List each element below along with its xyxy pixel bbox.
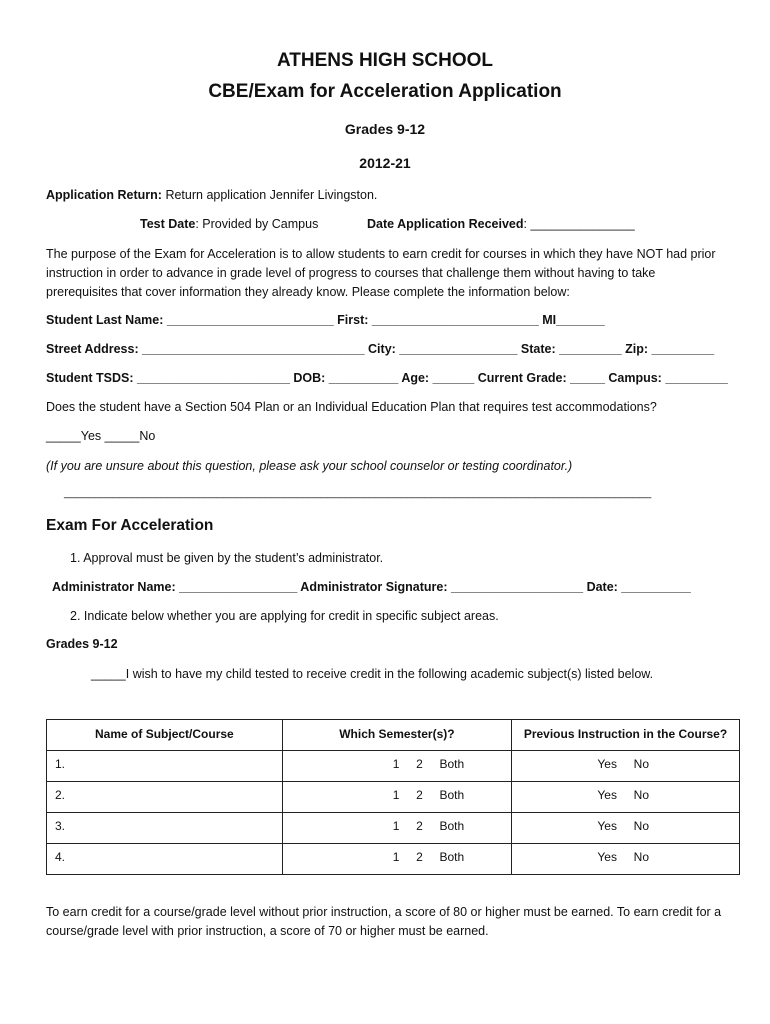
date-received <box>367 217 635 231</box>
year-heading: 2012-21 <box>359 155 411 171</box>
table-row <box>47 782 740 813</box>
no-option[interactable]: No <box>633 850 649 864</box>
semester-both-option[interactable]: Both <box>439 788 465 802</box>
plan-question: Does the student have a Section 504 Plan or an Individual Education Plan that requires test accommodations? <box>46 400 657 414</box>
subject-cell[interactable] <box>47 813 283 844</box>
administrator-line[interactable]: Administrator Name: _________________ Administrator Signature: ___________________ Date: __________ <box>52 580 691 594</box>
semester-1-option[interactable]: 1 <box>392 819 400 833</box>
previous-cell[interactable] <box>512 844 740 875</box>
no-option[interactable]: No <box>633 819 649 833</box>
subject-cell[interactable] <box>47 782 283 813</box>
subject-table <box>46 719 740 875</box>
semester-both-option[interactable]: Both <box>439 850 465 864</box>
semester-cell[interactable] <box>282 813 511 844</box>
semester-2-option[interactable]: 2 <box>416 850 423 864</box>
school-name: ATHENS HIGH SCHOOL <box>276 50 494 71</box>
semester-2-option[interactable]: 2 <box>416 788 423 802</box>
student-info-row[interactable]: Student TSDS: ______________________ DOB: __________ Age: ______ Current Grade: _____ Campus: _________ <box>46 371 728 385</box>
divider-line: ________________________________________________________________________________________________ <box>64 487 652 499</box>
table-row <box>47 813 740 844</box>
footer-note: To earn credit for a course/grade level without prior instruction, a score of 80 or higher must be earned. To earn credit for a course/grade level with prior instruction, a score of 70 or higher must be earned. <box>46 905 722 938</box>
application-return-value: Return application Jennifer Livingston. <box>165 188 378 202</box>
yes-option[interactable]: Yes <box>597 788 617 802</box>
yes-option[interactable]: Yes <box>597 850 617 864</box>
no-option[interactable]: No <box>633 757 649 771</box>
semester-cell[interactable] <box>282 844 511 875</box>
wish-statement[interactable]: _____I wish to have my child tested to receive credit in the following academic subject(s) listed below. <box>91 667 654 681</box>
semester-cell[interactable] <box>282 782 511 813</box>
grades-heading: Grades 9-12 <box>344 121 426 137</box>
semester-cell[interactable] <box>282 751 511 782</box>
plan-note: (If you are unsure about this question, please ask your school counselor or testing coordinator.) <box>46 459 573 473</box>
application-return-label: Application Return: <box>46 188 162 202</box>
test-date <box>140 217 318 231</box>
test-date-label: Test Date <box>140 217 196 231</box>
plan-options[interactable]: _____Yes _____No <box>46 429 156 443</box>
yes-option[interactable]: Yes <box>597 819 617 833</box>
row-number: 4. <box>55 850 66 864</box>
subject-cell[interactable] <box>47 844 283 875</box>
previous-cell[interactable] <box>512 782 740 813</box>
header-semester: Which Semester(s)? <box>282 720 511 751</box>
row-number: 1. <box>55 757 66 771</box>
table-header-row <box>47 720 740 751</box>
indicate-item: 2. Indicate below whether you are applying for credit in specific subject areas. <box>70 609 499 623</box>
table-row <box>47 844 740 875</box>
header-subject: Name of Subject/Course <box>47 720 283 751</box>
semester-2-option[interactable]: 2 <box>416 819 423 833</box>
header-previous: Previous Instruction in the Course? <box>512 720 740 751</box>
row-number: 2. <box>55 788 66 802</box>
semester-both-option[interactable]: Both <box>439 819 465 833</box>
previous-cell[interactable] <box>512 813 740 844</box>
semester-1-option[interactable]: 1 <box>392 850 400 864</box>
semester-1-option[interactable]: 1 <box>392 757 400 771</box>
application-return <box>46 188 377 202</box>
student-name-row[interactable]: Student Last Name: ________________________ First: ________________________ MI_______ <box>46 313 605 327</box>
test-date-value: : Provided by Campus <box>195 217 319 231</box>
purpose-paragraph: The purpose of the Exam for Acceleration is to allow students to earn credit for courses in which they have NOT had prior instruction in order to advance in grade level of progress to courses that challenge them without having to take prerequisites that cover information they already know. Please complete the information below: <box>46 247 716 299</box>
yes-option[interactable]: Yes <box>597 757 617 771</box>
previous-cell[interactable] <box>512 751 740 782</box>
semester-1-option[interactable]: 1 <box>392 788 400 802</box>
semester-2-option[interactable]: 2 <box>416 757 423 771</box>
no-option[interactable]: No <box>633 788 649 802</box>
row-number: 3. <box>55 819 66 833</box>
date-received-label: Date Application Received <box>367 217 524 231</box>
table-row <box>47 751 740 782</box>
date-received-field[interactable]: : _______________ <box>523 217 635 231</box>
subject-cell[interactable] <box>47 751 283 782</box>
section-title: Exam For Acceleration <box>46 517 214 534</box>
student-address-row[interactable]: Street Address: ________________________________ City: _________________ State: _________ Zip: _________ <box>46 342 715 356</box>
approval-item: 1. Approval must be given by the student’s administrator. <box>70 551 384 565</box>
form-title: CBE/Exam for Acceleration Application <box>208 81 562 102</box>
semester-both-option[interactable]: Both <box>439 757 465 771</box>
grades-label: Grades 9-12 <box>46 637 118 651</box>
